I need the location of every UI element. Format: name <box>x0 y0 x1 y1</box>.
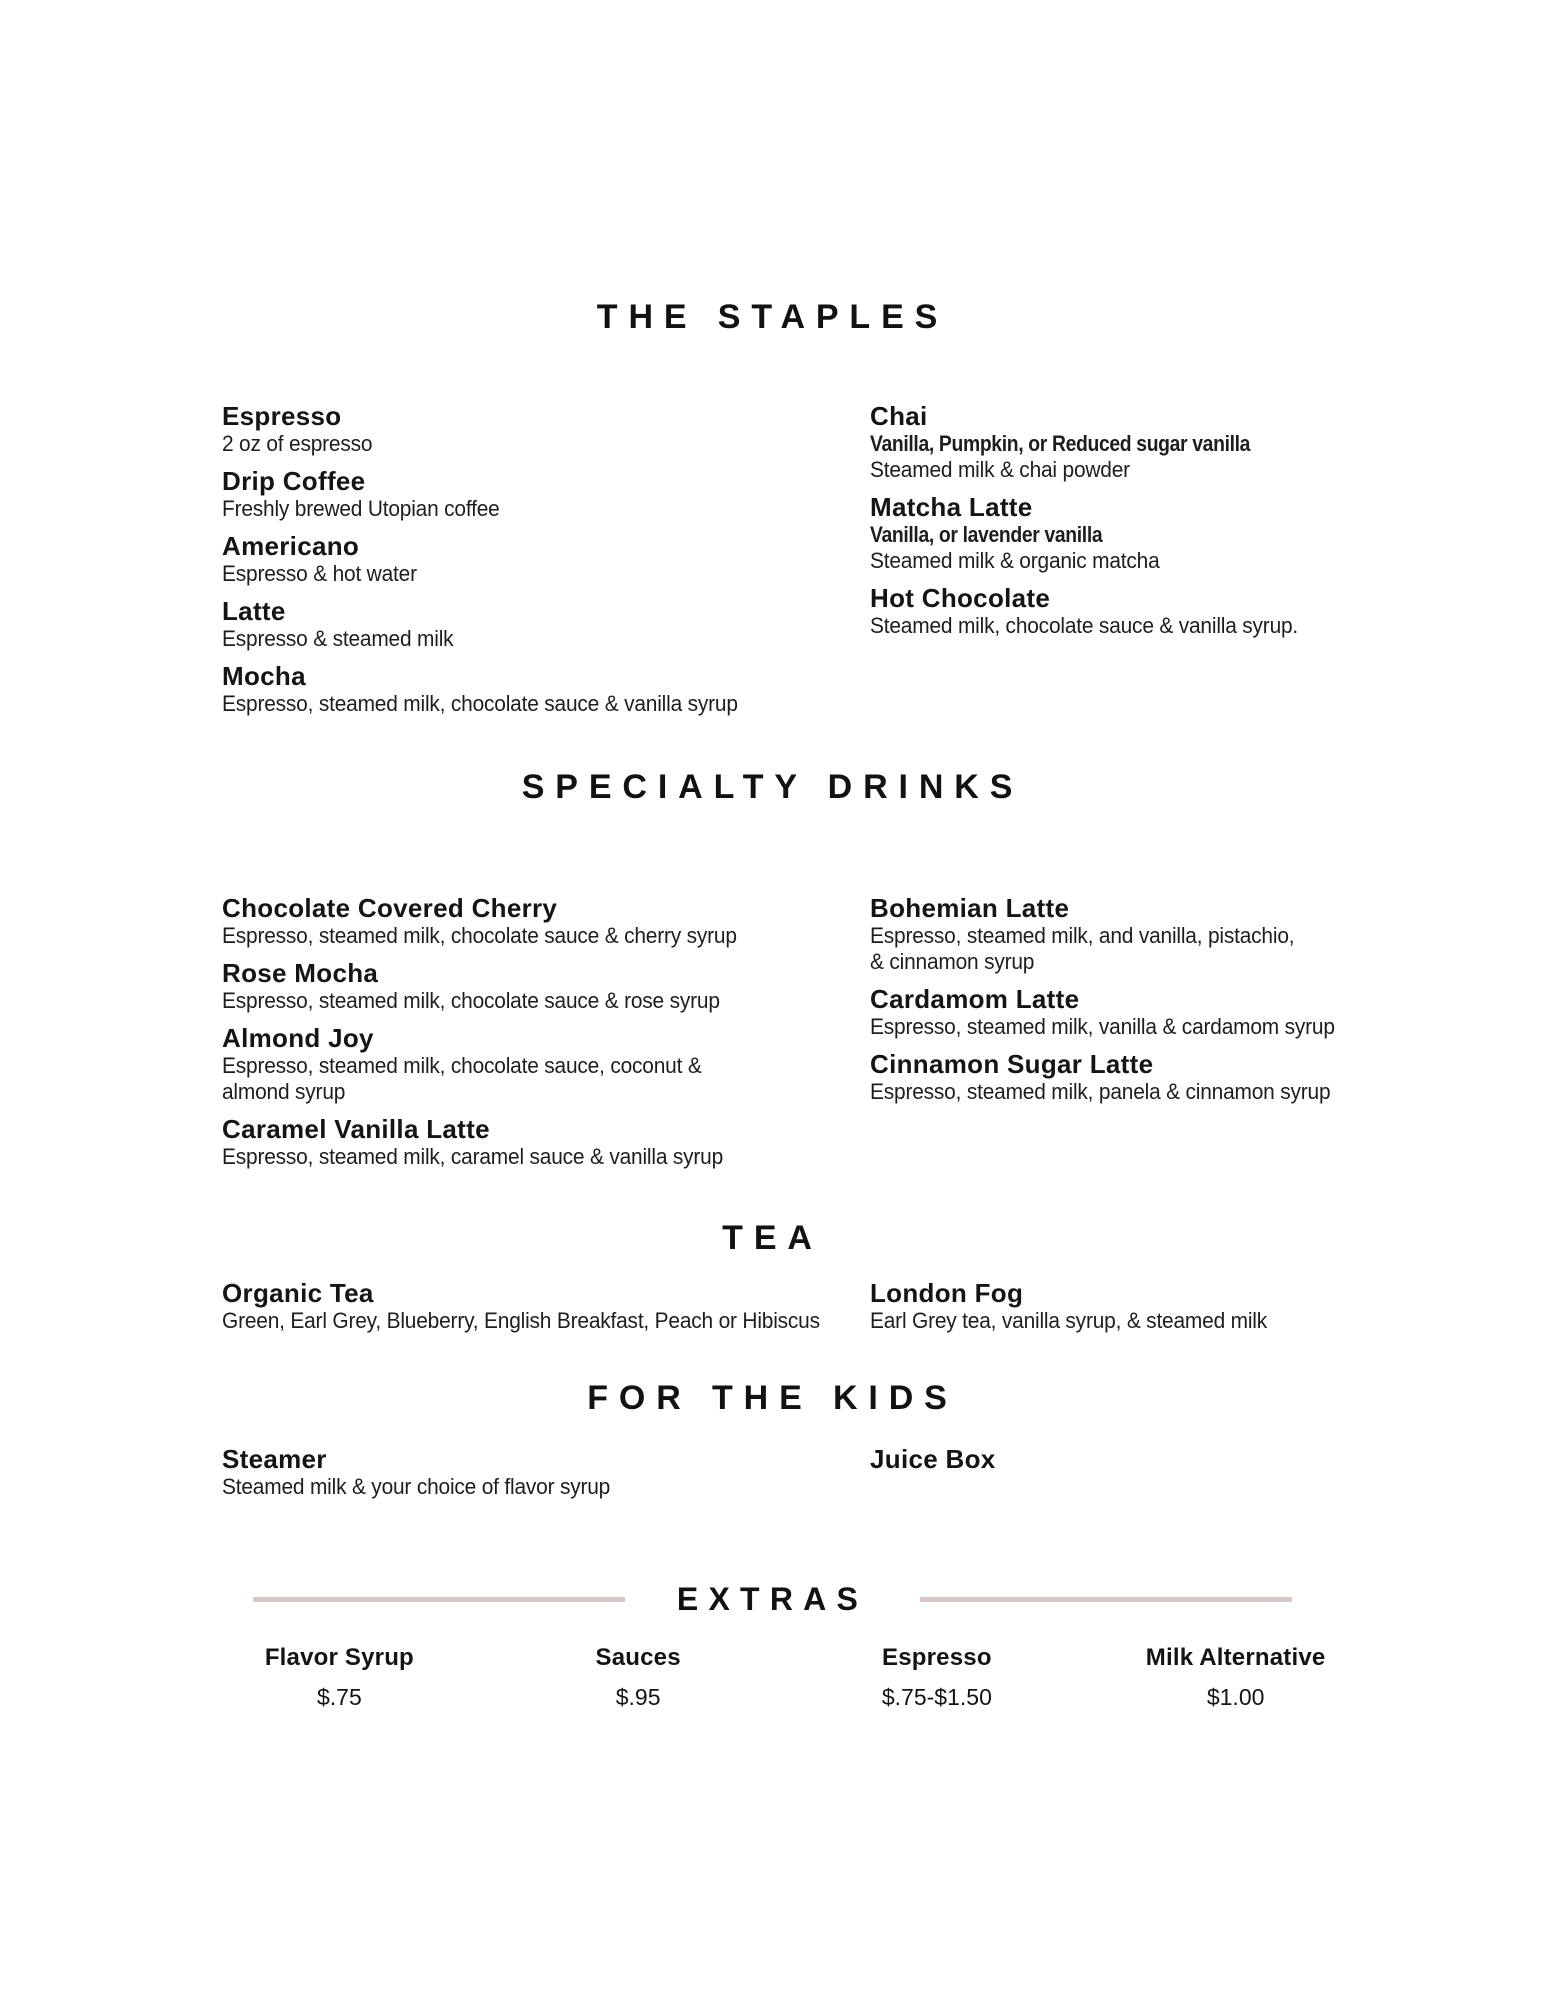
menu-item-description: 2 oz of espresso <box>222 431 373 456</box>
menu-item-description: Espresso & steamed milk <box>222 626 454 651</box>
menu-item <box>870 583 1405 639</box>
menu-item-name: Mocha <box>222 661 306 691</box>
specialty-right-column <box>870 893 1405 1179</box>
tea-right-column <box>870 1278 1405 1343</box>
extra-column <box>1086 1644 1385 1711</box>
menu-item-description: Vanilla, Pumpkin, or Reduced sugar vanilla <box>870 431 1251 456</box>
extra-column <box>190 1644 489 1711</box>
menu-item-name: Caramel Vanilla Latte <box>222 1114 490 1144</box>
menu-item-name: Americano <box>222 531 360 561</box>
menu-item-name: Bohemian Latte <box>870 893 1070 923</box>
kids-left-column <box>222 1444 870 1509</box>
menu-item <box>870 893 1405 975</box>
section-extras <box>0 1581 1545 1711</box>
menu-item-description: Freshly brewed Utopian coffee <box>222 496 500 521</box>
section-the-staples <box>0 298 1545 726</box>
menu-item <box>870 1049 1405 1105</box>
menu-item <box>222 1444 870 1500</box>
menu-item-name: Organic Tea <box>222 1278 374 1308</box>
menu-item-description: Green, Earl Grey, Blueberry, English Breakfast, Peach or Hibiscus <box>222 1308 820 1333</box>
menu-item-name: Drip Coffee <box>222 466 366 496</box>
tea-left-column <box>222 1278 870 1343</box>
menu-item <box>222 661 870 717</box>
menu-item <box>222 596 870 652</box>
menu-item-name: Latte <box>222 596 286 626</box>
menu-item-name: Steamer <box>222 1444 327 1474</box>
menu-item-name: Chai <box>870 401 928 431</box>
specialty-left-column <box>222 893 870 1179</box>
menu-item-description: Steamed milk & your choice of flavor syrup <box>222 1474 611 1499</box>
menu-item-description: Espresso, steamed milk, caramel sauce & vanilla syrup <box>222 1144 724 1169</box>
menu-item <box>222 466 870 522</box>
extras-divider-left <box>253 1597 625 1602</box>
menu-item-description: Espresso, steamed milk, and vanilla, pistachio, <box>870 923 1295 948</box>
extras-divider-right <box>920 1597 1292 1602</box>
section-for-the-kids <box>0 1379 1545 1509</box>
kids-right-column <box>870 1444 1405 1509</box>
menu-item <box>222 531 870 587</box>
menu-item <box>222 1114 870 1170</box>
menu-item-description: Espresso, steamed milk, chocolate sauce & vanilla syrup <box>222 691 738 716</box>
staples-columns <box>222 401 1405 726</box>
menu-item <box>222 401 870 457</box>
menu-item-name: Cardamom Latte <box>870 984 1080 1014</box>
extra-name: Flavor Syrup <box>264 1644 414 1671</box>
menu-item-description: Steamed milk & organic matcha <box>870 548 1160 573</box>
menu-item-description: Espresso, steamed milk, panela & cinnamon syrup <box>870 1079 1331 1104</box>
extra-price: $.95 <box>615 1684 661 1710</box>
menu-item-description: Espresso & hot water <box>222 561 417 586</box>
menu-item <box>222 1278 870 1334</box>
section-title-kids: FOR THE KIDS <box>587 1379 958 1417</box>
menu-item-description: Earl Grey tea, vanilla syrup, & steamed milk <box>870 1308 1268 1333</box>
menu-item-name: Espresso <box>222 401 342 431</box>
extra-column <box>788 1644 1087 1711</box>
section-tea <box>0 1219 1545 1343</box>
menu-item-description: Espresso, steamed milk, chocolate sauce, coconut & <box>222 1053 702 1078</box>
section-specialty-drinks <box>0 768 1545 1179</box>
menu-item-description: Vanilla, or lavender vanilla <box>870 522 1103 547</box>
menu-item-name: London Fog <box>870 1278 1024 1308</box>
menu-item-description: Steamed milk & chai powder <box>870 457 1130 482</box>
extra-price: $.75-$1.50 <box>881 1684 992 1710</box>
menu-item-description: Espresso, steamed milk, chocolate sauce & cherry syrup <box>222 923 737 948</box>
menu-item-description: Espresso, steamed milk, chocolate sauce & rose syrup <box>222 988 720 1013</box>
section-title-tea: TEA <box>722 1219 823 1257</box>
menu-item <box>870 401 1405 483</box>
kids-columns <box>222 1444 1405 1509</box>
menu-item <box>222 958 870 1014</box>
extra-column <box>489 1644 788 1711</box>
menu-item-name: Juice Box <box>870 1444 996 1474</box>
menu-item-name: Almond Joy <box>222 1023 374 1053</box>
menu-item-name: Rose Mocha <box>222 958 379 988</box>
section-title-extras: EXTRAS <box>676 1581 869 1617</box>
menu-item-name: Hot Chocolate <box>870 583 1051 613</box>
menu-item <box>222 893 870 949</box>
menu-item-description: almond syrup <box>222 1079 346 1104</box>
staples-left-column <box>222 401 870 726</box>
menu-item <box>870 1278 1405 1334</box>
menu-item <box>870 984 1405 1040</box>
extra-name: Milk Alternative <box>1145 1644 1326 1671</box>
menu-item-description: & cinnamon syrup <box>870 949 1035 974</box>
extra-name: Espresso <box>882 1644 992 1671</box>
menu-item <box>870 1444 1405 1474</box>
menu-item-description: Espresso, steamed milk, vanilla & cardamom syrup <box>870 1014 1335 1039</box>
section-title-staples: THE STAPLES <box>596 298 949 336</box>
menu-item-name: Cinnamon Sugar Latte <box>870 1049 1154 1079</box>
menu-item <box>222 1023 870 1105</box>
specialty-columns <box>222 893 1405 1179</box>
section-title-specialty: SPECIALTY DRINKS <box>521 768 1024 806</box>
extras-grid <box>190 1644 1385 1711</box>
tea-columns <box>222 1278 1405 1343</box>
menu-item <box>870 492 1405 574</box>
extra-name: Sauces <box>595 1644 681 1671</box>
extras-header <box>0 1581 1545 1618</box>
extra-price: $1.00 <box>1206 1684 1265 1710</box>
staples-right-column <box>870 401 1405 726</box>
menu-item-name: Chocolate Covered Cherry <box>222 893 558 923</box>
menu-item-description: Steamed milk, chocolate sauce & vanilla syrup. <box>870 613 1299 638</box>
extra-price: $.75 <box>316 1684 362 1710</box>
menu-item-name: Matcha Latte <box>870 492 1033 522</box>
